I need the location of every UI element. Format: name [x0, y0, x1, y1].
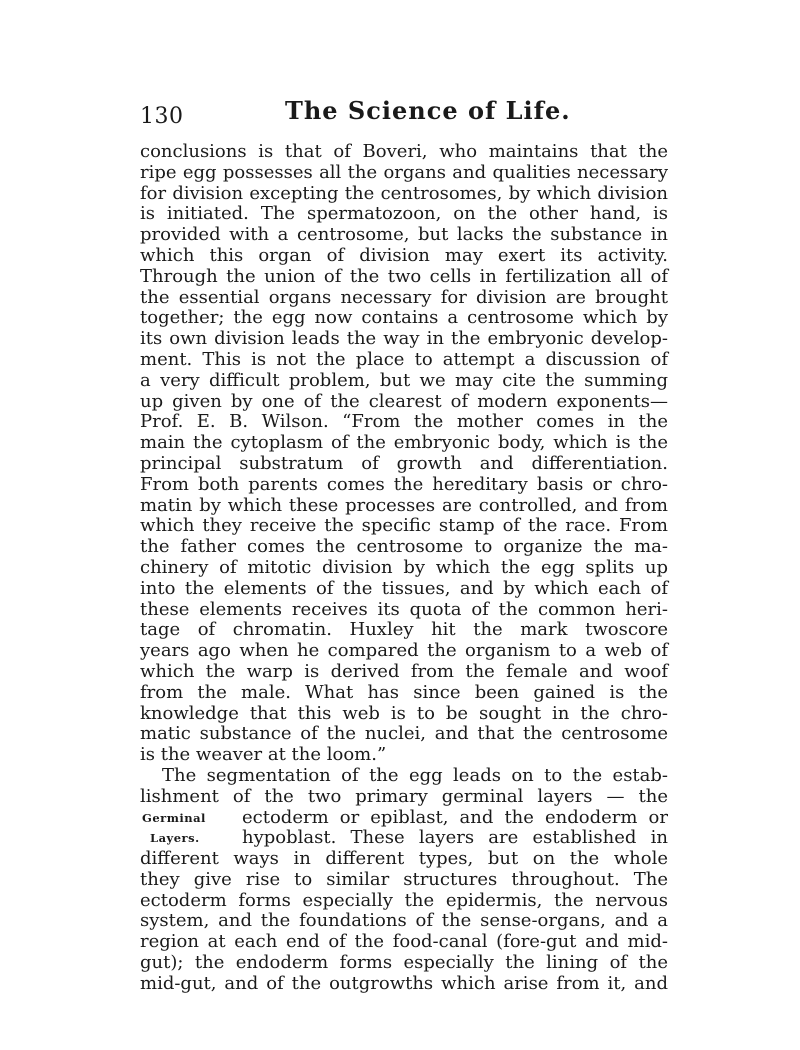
- paragraph-germinal-layers: [140, 766, 668, 995]
- text-line: which they receive the specific stamp of the race. From: [140, 515, 668, 537]
- text-line: ectoderm forms especially the epidermis, the nervous: [140, 889, 668, 911]
- text-line: which this organ of division may exert its activity.: [140, 244, 668, 266]
- paragraph-boveri-wilson: [140, 142, 668, 766]
- running-title: The Science of Life.: [285, 96, 571, 125]
- text-line: mid-gut, and of the outgrowths which arise from it, and: [140, 972, 668, 994]
- text-line: the father comes the centrosome to organize the ma-: [140, 536, 668, 558]
- text-line: up given by one of the clearest of modern exponents—: [140, 390, 668, 412]
- text-line: The segmentation of the egg leads on to the estab-: [162, 764, 668, 786]
- text-line: ment. This is not the place to attempt a discussion of: [140, 348, 668, 370]
- text-line-with-margin-note: [140, 828, 668, 849]
- text-line: these elements receives its quota of the common heri-: [140, 598, 668, 620]
- text-line: From both parents comes the hereditary basis or chro-: [140, 473, 668, 495]
- text-line: principal substratum of growth and differentiation.: [140, 452, 668, 474]
- page-header: [140, 96, 668, 136]
- text-line: the essential organs necessary for division are brought: [140, 286, 668, 308]
- text-line: hypoblast. These layers are established in: [242, 827, 668, 849]
- text-line: matin by which these processes are controlled, and from: [140, 494, 668, 516]
- text-line: chinery of mitotic division by which the egg splits up: [140, 556, 668, 578]
- text-line-with-margin-note: [140, 808, 668, 829]
- text-line: ectoderm or epiblast, and the endoderm or: [242, 806, 668, 828]
- page-number: 130: [140, 104, 184, 129]
- text-line: system, and the foundations of the sense-organs, and a: [140, 910, 668, 932]
- text-line: is the weaver at the loom.”: [140, 744, 387, 766]
- text-line: which the warp is derived from the female and woof: [140, 660, 668, 682]
- text-line: they give rise to similar structures throughout. The: [140, 868, 668, 890]
- text-line: matic substance of the nuclei, and that the centrosome: [140, 723, 668, 745]
- text-line: main the cytoplasm of the embryonic body, which is the: [140, 432, 668, 454]
- text-line: region at each end of the food-canal (fore-gut and mid-: [140, 931, 668, 953]
- margin-note-layers: Layers.: [150, 831, 200, 846]
- text-line: Prof. E. B. Wilson. “From the mother comes in the: [140, 411, 668, 433]
- text-line: its own division leads the way in the embryonic develop-: [140, 328, 668, 350]
- text-line: years ago when he compared the organism to a web of: [140, 640, 668, 662]
- text-line: is initiated. The spermatozoon, on the other hand, is: [140, 203, 668, 225]
- text-line: together; the egg now contains a centrosome which by: [140, 307, 668, 329]
- text-line: different ways in different types, but on the whole: [140, 848, 668, 870]
- margin-note-germinal: Germinal: [142, 810, 206, 825]
- text-line: provided with a centrosome, but lacks the substance in: [140, 224, 668, 246]
- text-line: ripe egg possesses all the organs and qualities necessary: [140, 161, 668, 183]
- body-text: [140, 142, 668, 995]
- text-line: into the elements of the tissues, and by which each of: [140, 577, 668, 599]
- text-line: gut); the endoderm forms especially the lining of the: [140, 952, 668, 974]
- text-line: Through the union of the two cells in fertilization all of: [140, 265, 668, 287]
- text-line: a very difficult problem, but we may cite the summing: [140, 369, 668, 391]
- text-line: for division excepting the centrosomes, by which division: [140, 182, 668, 204]
- text-line: conclusions is that of Boveri, who maintains that the: [140, 141, 668, 162]
- text-line: lishment of the two primary germinal layers — the: [140, 785, 668, 807]
- text-line: knowledge that this web is to be sought in the chro-: [140, 702, 668, 724]
- text-line: tage of chromatin. Huxley hit the mark twoscore: [140, 619, 668, 641]
- text-line: from the male. What has since been gained is the: [140, 681, 668, 703]
